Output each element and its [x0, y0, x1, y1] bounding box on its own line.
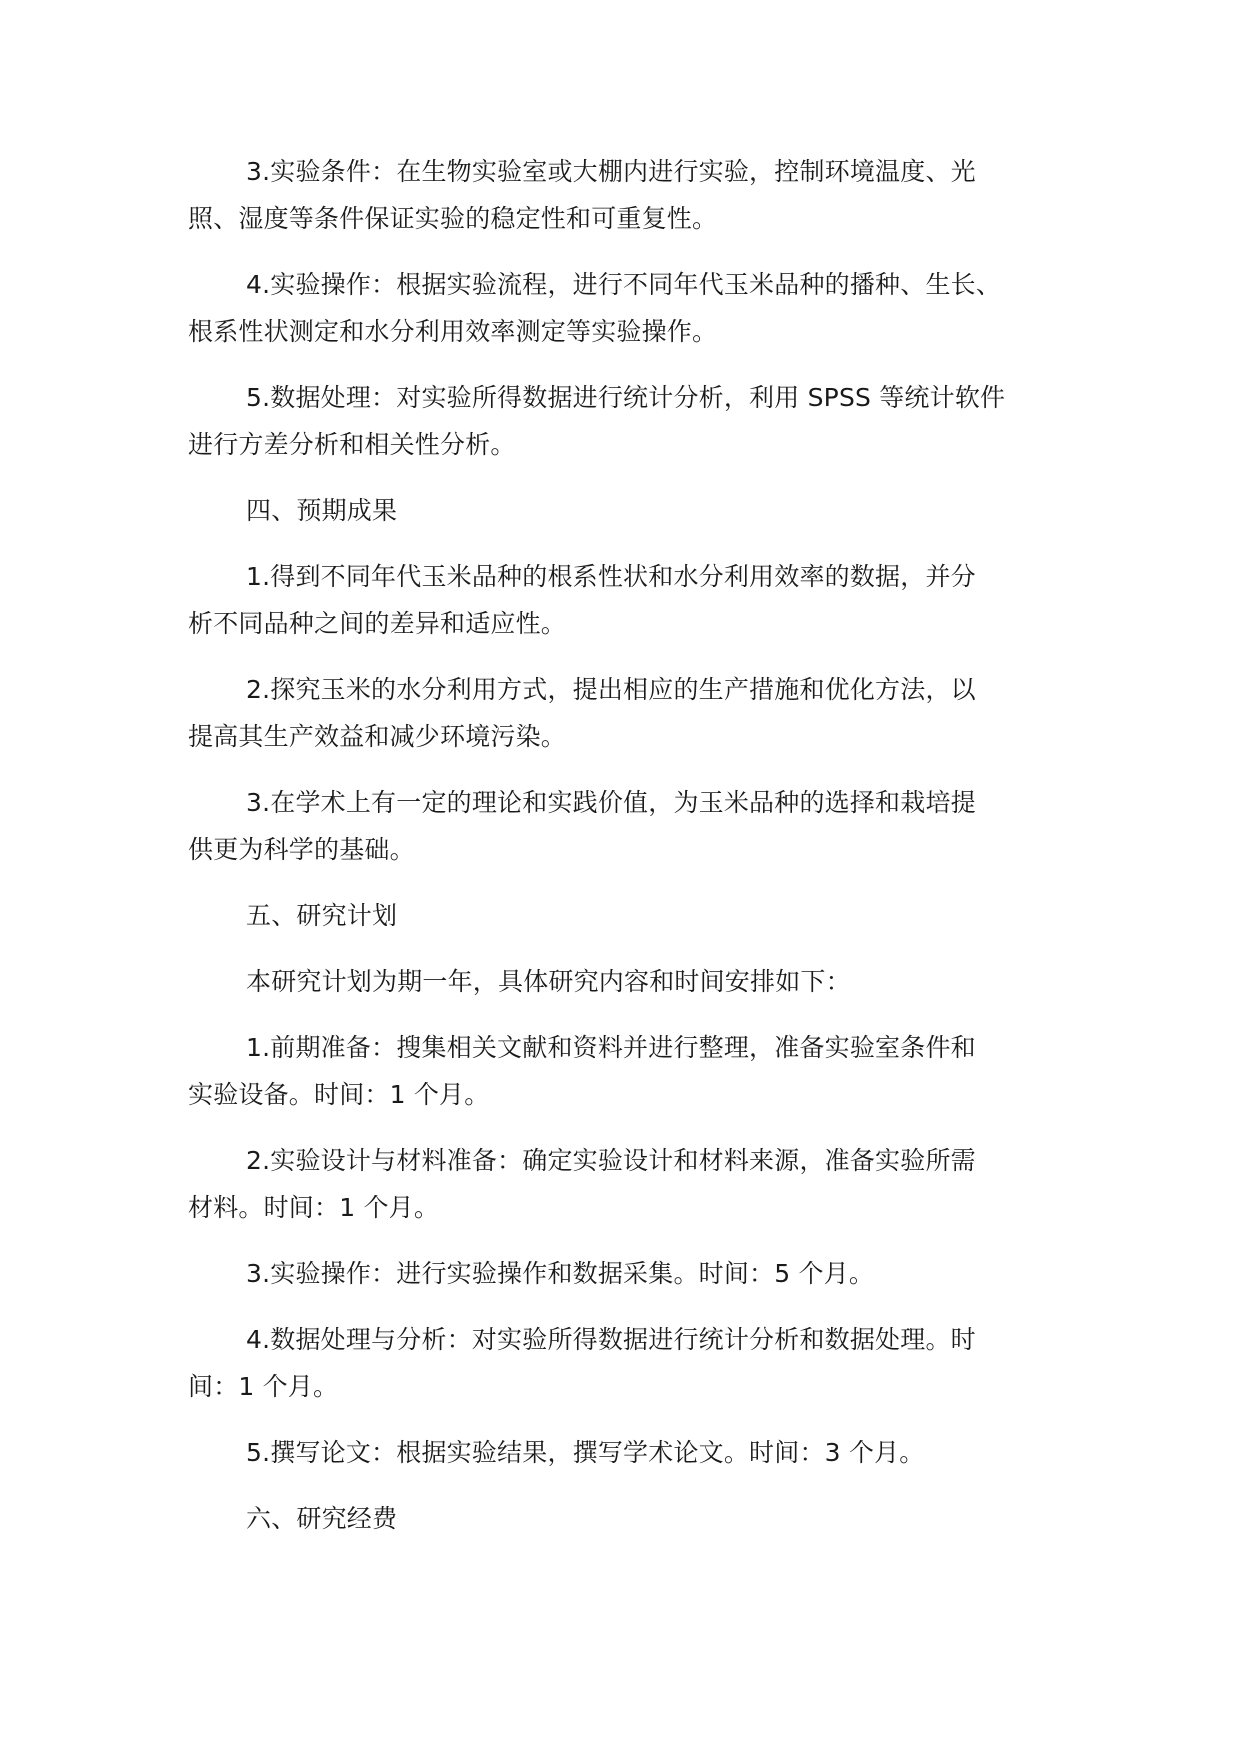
- line: 根系性状测定和水分利用效率测定等实验操作。: [188, 317, 718, 346]
- section-heading-research-funding: [188, 1495, 1088, 1542]
- line: 供更为科学的基础。: [188, 835, 415, 864]
- line: 1.前期准备：搜集相关文献和资料并进行整理，准备实验室条件和: [246, 1033, 976, 1062]
- line: 析不同品种之间的差异和适应性。: [188, 609, 567, 638]
- paragraph-plan-4: [188, 1316, 1088, 1410]
- line: 5.撰写论文：根据实验结果，撰写学术论文。时间：3 个月。: [246, 1438, 925, 1467]
- line: 4.数据处理与分析：对实验所得数据进行统计分析和数据处理。时: [246, 1325, 976, 1354]
- paragraph-plan-1: [188, 1024, 1088, 1118]
- line: 实验设备。时间：1 个月。: [188, 1080, 490, 1109]
- line: 1.得到不同年代玉米品种的根系性状和水分利用效率的数据，并分: [246, 562, 976, 591]
- paragraph-result-1: [188, 553, 1088, 647]
- paragraph-result-2: [188, 666, 1088, 760]
- line: 3.实验操作：进行实验操作和数据采集。时间：5 个月。: [246, 1259, 875, 1288]
- line: 2.探究玉米的水分利用方式，提出相应的生产措施和优化方法，以: [246, 675, 976, 704]
- line: 材料。时间：1 个月。: [188, 1193, 440, 1222]
- line: 3.实验条件：在生物实验室或大棚内进行实验，控制环境温度、光: [246, 157, 976, 186]
- line: 照、湿度等条件保证实验的稳定性和可重复性。: [188, 204, 718, 233]
- heading-text: 六、研究经费: [246, 1504, 398, 1533]
- paragraph-result-3: [188, 779, 1088, 873]
- line: 5.数据处理：对实验所得数据进行统计分析，利用 SPSS 等统计软件: [246, 383, 1006, 412]
- line: 间：1 个月。: [188, 1372, 339, 1401]
- line: 4.实验操作：根据实验流程，进行不同年代玉米品种的播种、生长、: [246, 270, 1002, 299]
- paragraph-plan-2: [188, 1137, 1088, 1231]
- paragraph-item-3-conditions: [188, 148, 1088, 242]
- paragraph-item-5-data: [188, 374, 1088, 468]
- heading-text: 五、研究计划: [246, 901, 398, 930]
- line: 进行方差分析和相关性分析。: [188, 430, 516, 459]
- paragraph-plan-5: [188, 1429, 1088, 1476]
- paragraph-plan-3: [188, 1250, 1088, 1297]
- paragraph-plan-intro: [188, 958, 1088, 1005]
- line: 本研究计划为期一年，具体研究内容和时间安排如下：: [246, 967, 851, 996]
- paragraph-item-4-operation: [188, 261, 1088, 355]
- line: 2.实验设计与材料准备：确定实验设计和材料来源，准备实验所需: [246, 1146, 976, 1175]
- line: 提高其生产效益和减少环境污染。: [188, 722, 567, 751]
- section-heading-research-plan: [188, 892, 1088, 939]
- document-page: [188, 148, 1088, 1561]
- line: 3.在学术上有一定的理论和实践价值，为玉米品种的选择和栽培提: [246, 788, 976, 817]
- section-heading-expected-results: [188, 487, 1088, 534]
- heading-text: 四、预期成果: [246, 496, 398, 525]
